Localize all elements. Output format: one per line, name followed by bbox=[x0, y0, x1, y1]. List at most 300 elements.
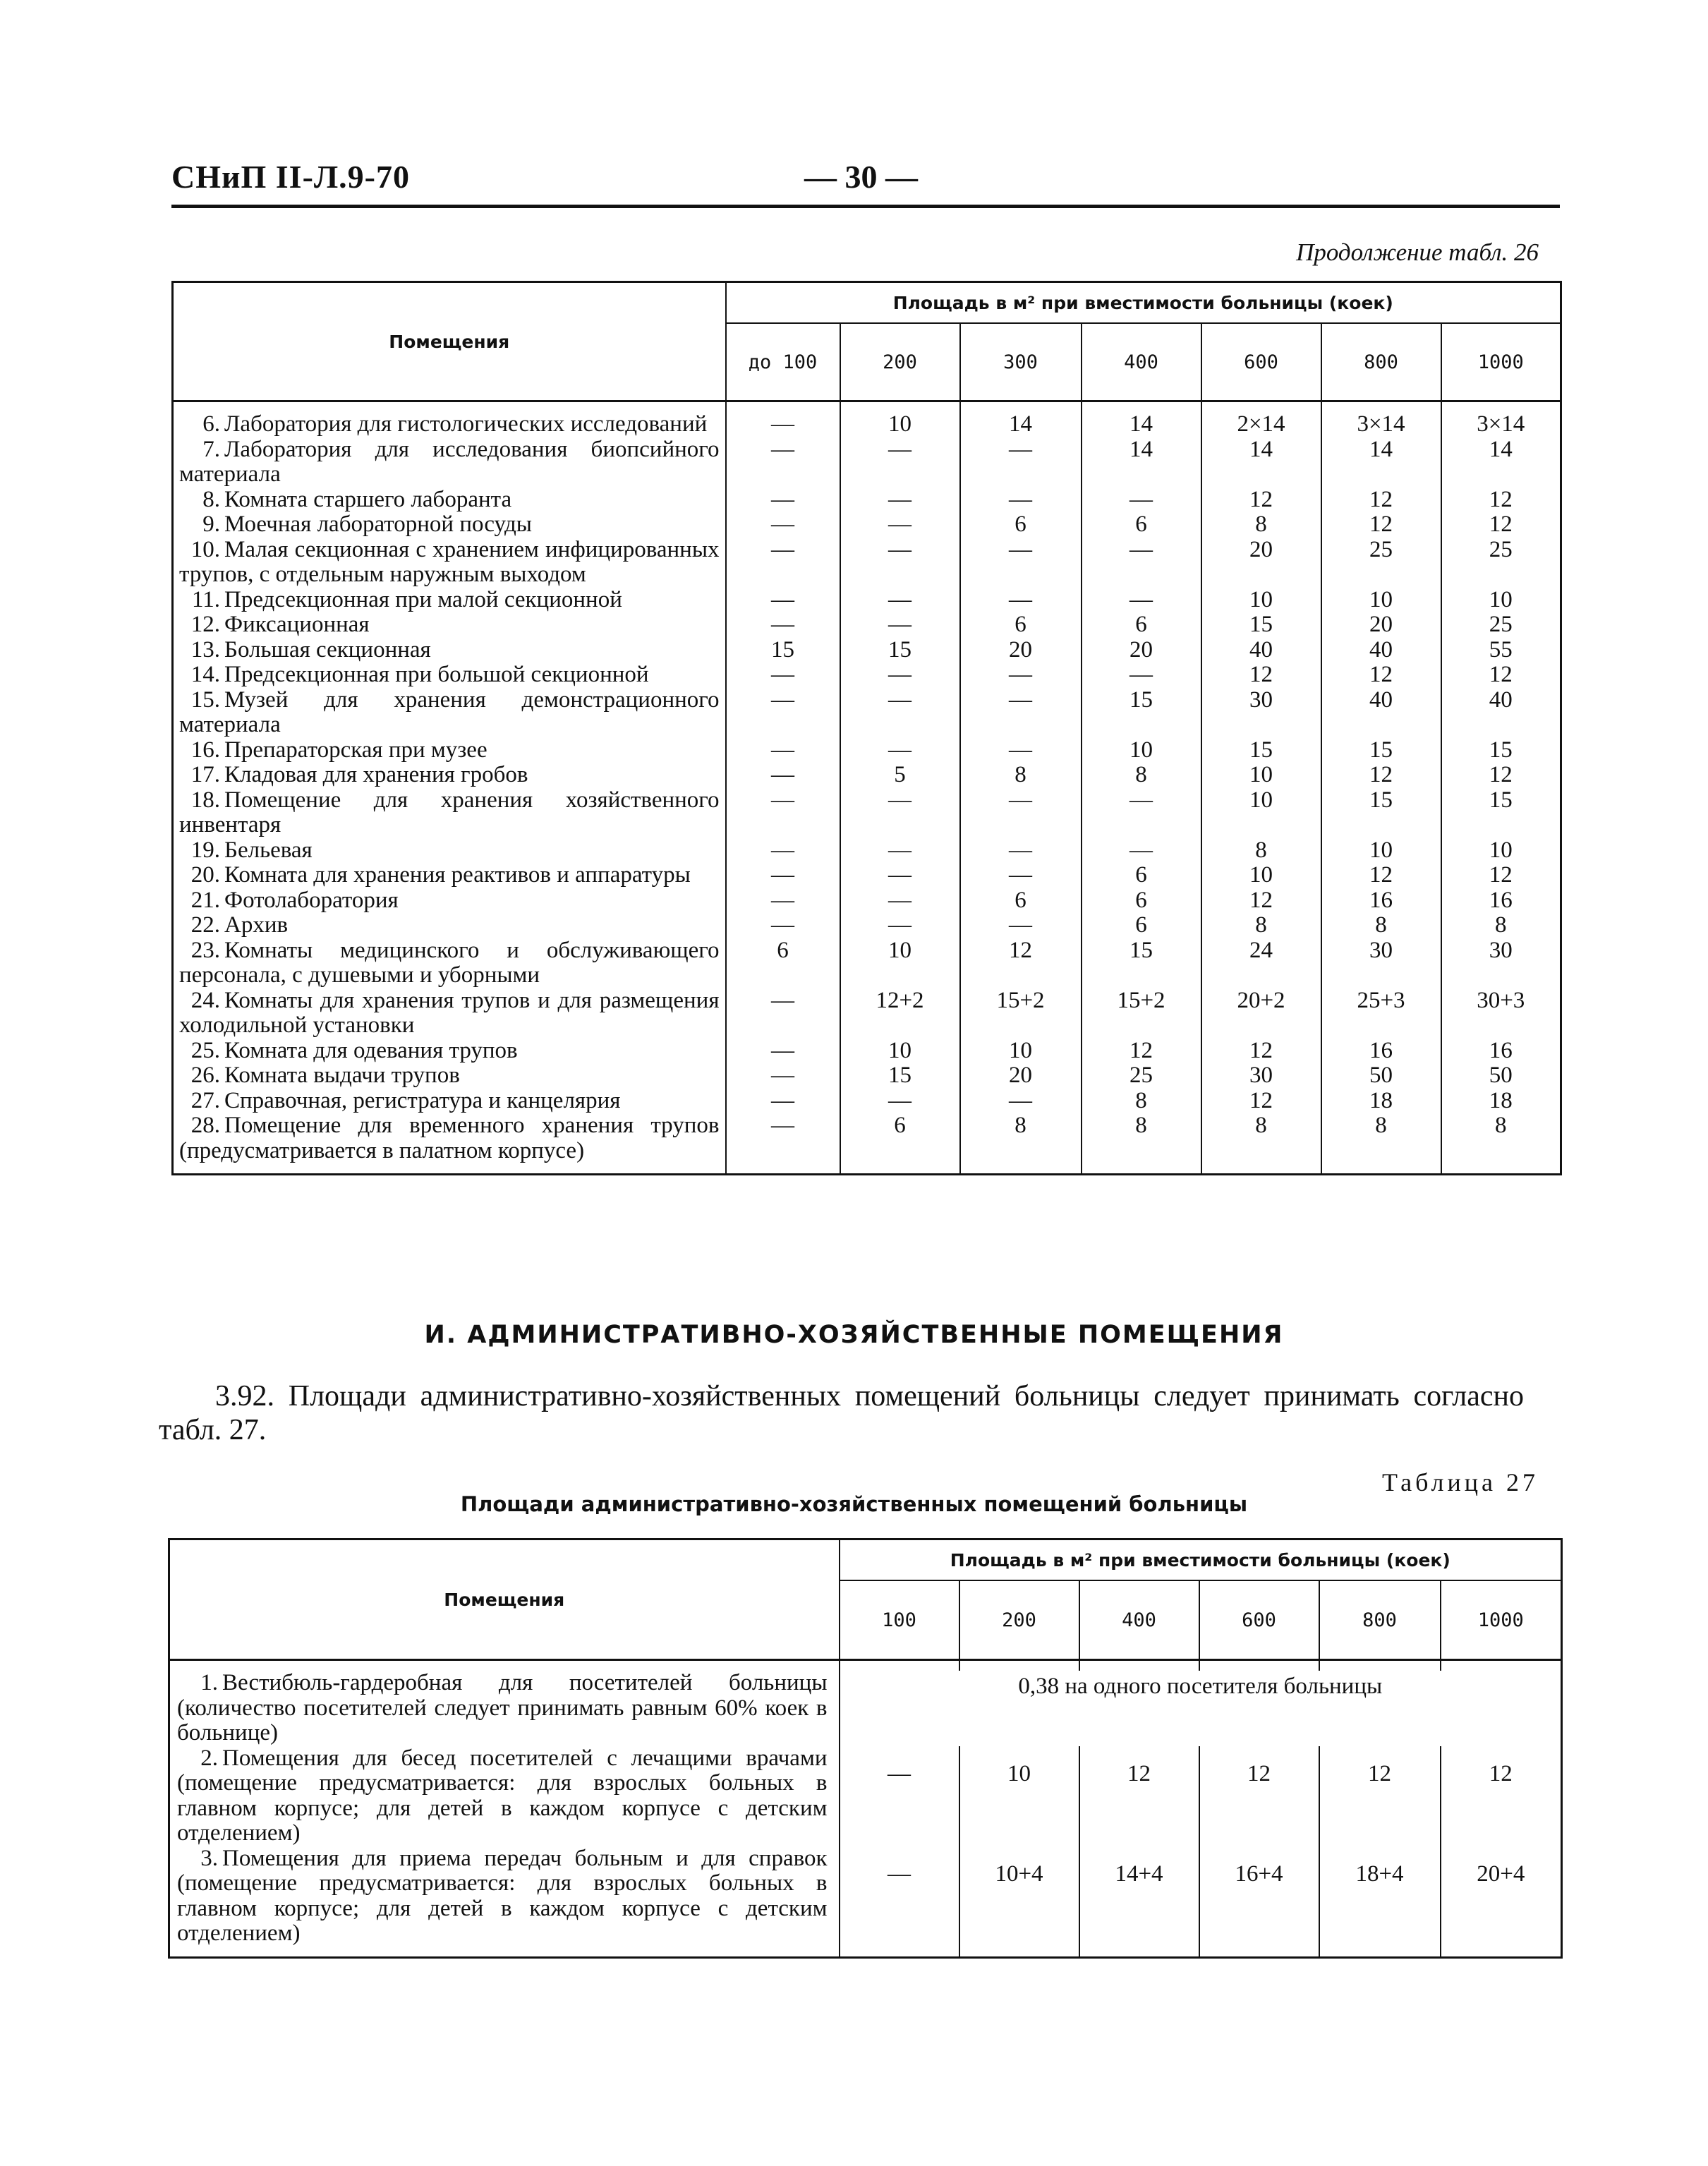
area-value: 12 bbox=[1441, 512, 1561, 538]
room-name-cell bbox=[173, 1039, 726, 1064]
area-value: — bbox=[960, 913, 1082, 938]
area-value: — bbox=[840, 588, 960, 613]
area-value: — bbox=[840, 688, 960, 738]
area-value: — bbox=[840, 788, 960, 838]
table-row bbox=[173, 488, 1561, 513]
area-value: — bbox=[1082, 788, 1201, 838]
room-name: Помещение для хранения хозяйственного инвентаря bbox=[179, 787, 720, 837]
area-value: 6 bbox=[726, 938, 840, 988]
area-value: 10 bbox=[1201, 863, 1321, 888]
area-value: 6 bbox=[960, 888, 1082, 914]
area-value: — bbox=[960, 588, 1082, 613]
area-value: 10 bbox=[1201, 788, 1321, 838]
area-value: — bbox=[840, 437, 960, 488]
area-value: 40 bbox=[1441, 688, 1561, 738]
capacity-header: 600 bbox=[1201, 323, 1321, 401]
area-value: 12 bbox=[1441, 662, 1561, 688]
area-value: 20 bbox=[1082, 638, 1201, 663]
area-value: — bbox=[726, 512, 840, 538]
room-name-cell bbox=[173, 588, 726, 613]
table-row bbox=[173, 913, 1561, 938]
area-value: 10 bbox=[840, 412, 960, 437]
capacity-header: 1000 bbox=[1441, 1580, 1562, 1660]
room-name: Большая секционная bbox=[224, 636, 431, 662]
area-value: — bbox=[726, 1063, 840, 1089]
area-value: 14 bbox=[1321, 437, 1441, 488]
area-value: — bbox=[726, 838, 840, 864]
room-name-cell bbox=[169, 1846, 840, 1947]
table-27-title: Площади административно-хозяйственных помещений больницы bbox=[460, 1492, 1248, 1516]
area-value: 14 bbox=[1201, 437, 1321, 488]
capacity-header: 200 bbox=[959, 1580, 1079, 1660]
area-value: — bbox=[960, 538, 1082, 588]
row-number: 21. bbox=[190, 887, 220, 913]
area-value: 20 bbox=[1321, 612, 1441, 638]
row-number: 22. bbox=[190, 912, 220, 938]
room-name-cell bbox=[173, 1113, 726, 1163]
area-value: 16 bbox=[1441, 1039, 1561, 1064]
room-name-cell bbox=[173, 662, 726, 688]
area-value: 8 bbox=[1441, 1113, 1561, 1163]
area-value: 8 bbox=[960, 1113, 1082, 1163]
area-value: — bbox=[840, 1846, 959, 1947]
area-value: 15 bbox=[1441, 788, 1561, 838]
area-value: — bbox=[726, 863, 840, 888]
area-value: — bbox=[726, 412, 840, 437]
room-name-cell bbox=[173, 863, 726, 888]
room-name: Лаборатория для исследования биопсийного материала bbox=[179, 436, 720, 487]
room-name-cell bbox=[173, 938, 726, 988]
area-value: — bbox=[840, 512, 960, 538]
area-value: 10 bbox=[959, 1746, 1079, 1846]
room-name-cell bbox=[173, 437, 726, 488]
room-name: Фиксационная bbox=[224, 612, 370, 637]
row-number: 7. bbox=[202, 436, 220, 462]
area-value: 8 bbox=[1082, 763, 1201, 788]
capacity-header: до 100 bbox=[726, 323, 840, 401]
area-value: 15+2 bbox=[960, 988, 1082, 1039]
area-value: 25 bbox=[1441, 538, 1561, 588]
room-name-cell bbox=[173, 688, 726, 738]
area-value: — bbox=[840, 538, 960, 588]
room-name-cell bbox=[173, 913, 726, 938]
row-number: 26. bbox=[190, 1063, 220, 1088]
area-value: 8 bbox=[1201, 512, 1321, 538]
room-name-cell bbox=[173, 1089, 726, 1114]
area-value: 6 bbox=[1082, 612, 1201, 638]
room-name-cell bbox=[173, 788, 726, 838]
table-row bbox=[173, 412, 1561, 437]
area-value: 12 bbox=[1201, 1039, 1321, 1064]
area-value: 15 bbox=[726, 638, 840, 663]
room-name-cell bbox=[173, 888, 726, 914]
row-number: 8. bbox=[202, 486, 220, 512]
area-value: 15 bbox=[1321, 738, 1441, 763]
area-value: — bbox=[1082, 662, 1201, 688]
area-value: 40 bbox=[1321, 638, 1441, 663]
table-row bbox=[173, 763, 1561, 788]
group-header-area: Площадь в м² при вместимости больницы (коек) bbox=[726, 282, 1561, 324]
area-value: 8 bbox=[1201, 1113, 1321, 1163]
area-value: 3×14 bbox=[1441, 412, 1561, 437]
area-value: 12 bbox=[1321, 863, 1441, 888]
area-value: 8 bbox=[960, 763, 1082, 788]
area-value: 12+2 bbox=[840, 988, 960, 1039]
group-header-area-27: Площадь в м² при вместимости больницы (коек) bbox=[840, 1539, 1562, 1581]
area-value: 16 bbox=[1321, 888, 1441, 914]
room-name: Архив bbox=[224, 912, 289, 938]
table-row bbox=[173, 1089, 1561, 1114]
area-value: — bbox=[960, 838, 1082, 864]
area-value: 12 bbox=[1201, 1089, 1321, 1114]
area-value: 18+4 bbox=[1319, 1846, 1441, 1947]
table-row bbox=[173, 662, 1561, 688]
room-name: Комнаты медицинского и обслуживающего персонала, с душевыми и уборными bbox=[179, 937, 720, 988]
page-number: — 30 — bbox=[804, 159, 918, 195]
area-value: 12 bbox=[1199, 1746, 1319, 1846]
area-value: — bbox=[726, 1089, 840, 1114]
area-value: 30 bbox=[1441, 938, 1561, 988]
area-value: 12 bbox=[1201, 488, 1321, 513]
area-value: 15 bbox=[840, 1063, 960, 1089]
row-number: 12. bbox=[190, 612, 220, 637]
room-name-cell bbox=[169, 1746, 840, 1846]
table-row bbox=[169, 1746, 1562, 1846]
row-number: 9. bbox=[202, 512, 220, 537]
area-value: 10 bbox=[960, 1039, 1082, 1064]
area-value: 50 bbox=[1441, 1063, 1561, 1089]
table-27 bbox=[168, 1538, 1563, 1959]
area-value: 20 bbox=[1201, 538, 1321, 588]
room-name: Помещения для бесед посетителей с лечащими врачами (помещение предусматривается: для взрослых больных в главном корпусе; для детей в каждом корпусе с детским отделением) bbox=[177, 1745, 828, 1846]
row-number: 25. bbox=[190, 1037, 220, 1063]
area-value: 20+4 bbox=[1441, 1846, 1562, 1947]
area-value: — bbox=[840, 1746, 959, 1846]
room-name-cell bbox=[173, 838, 726, 864]
room-name: Лаборатория для гистологических исследований bbox=[224, 411, 708, 437]
capacity-header: 100 bbox=[840, 1580, 959, 1660]
area-value: 15 bbox=[1441, 738, 1561, 763]
capacity-header: 400 bbox=[1082, 323, 1201, 401]
room-name: Помещения для приема передач больным и для справок (помещение предусматривается: для взрослых больных в главном корпусе; для детей в каждом корпусе с детским отделением) bbox=[177, 1845, 828, 1946]
table-27-label: Таблица 27 bbox=[1382, 1468, 1539, 1496]
area-value: 30 bbox=[1201, 688, 1321, 738]
row-number: 28. bbox=[190, 1113, 220, 1138]
table-row bbox=[173, 638, 1561, 663]
area-value: 55 bbox=[1441, 638, 1561, 663]
row-number: 2. bbox=[200, 1745, 218, 1771]
capacity-header: 400 bbox=[1079, 1580, 1199, 1660]
row-number: 10. bbox=[190, 536, 220, 562]
area-value: 30 bbox=[1321, 938, 1441, 988]
room-name: Комната старшего лаборанта bbox=[224, 486, 512, 512]
row-number: 13. bbox=[190, 636, 220, 662]
table-row bbox=[173, 688, 1561, 738]
area-value: 8 bbox=[1441, 913, 1561, 938]
capacity-header: 300 bbox=[960, 323, 1082, 401]
area-value: 24 bbox=[1201, 938, 1321, 988]
area-value: 15 bbox=[1201, 612, 1321, 638]
area-value: — bbox=[1082, 838, 1201, 864]
area-value: 6 bbox=[960, 512, 1082, 538]
room-name: Предсекционная при большой секционной bbox=[224, 662, 649, 687]
table-row bbox=[173, 1039, 1561, 1064]
area-value: 10 bbox=[1201, 588, 1321, 613]
area-value: — bbox=[960, 738, 1082, 763]
row-number: 24. bbox=[190, 987, 220, 1013]
area-value: 12 bbox=[1321, 512, 1441, 538]
table-row bbox=[173, 888, 1561, 914]
area-value: — bbox=[840, 863, 960, 888]
area-value: — bbox=[726, 662, 840, 688]
room-name-cell bbox=[173, 412, 726, 437]
area-value: — bbox=[960, 1089, 1082, 1114]
area-value: — bbox=[840, 913, 960, 938]
area-value: — bbox=[726, 763, 840, 788]
room-name: Малая секционная с хранением инфицированных трупов, с отдельным наружным выходом bbox=[179, 536, 720, 587]
room-name-cell bbox=[173, 738, 726, 763]
room-name: Предсекционная при малой секционной bbox=[224, 586, 622, 612]
area-value: 14 bbox=[960, 412, 1082, 437]
table-row bbox=[173, 1063, 1561, 1089]
area-value: 6 bbox=[1082, 913, 1201, 938]
document-code: СНиП II-Л.9-70 bbox=[171, 159, 410, 195]
area-value: 12 bbox=[1441, 863, 1561, 888]
area-value: — bbox=[1082, 488, 1201, 513]
room-name-cell bbox=[173, 988, 726, 1039]
area-value: — bbox=[726, 788, 840, 838]
area-value: 10 bbox=[840, 938, 960, 988]
area-value: — bbox=[726, 538, 840, 588]
area-value: 10 bbox=[1201, 763, 1321, 788]
area-value: 40 bbox=[1201, 638, 1321, 663]
area-value: 3×14 bbox=[1321, 412, 1441, 437]
area-value: — bbox=[726, 437, 840, 488]
room-name: Кладовая для хранения гробов bbox=[224, 762, 528, 787]
room-name: Комната для хранения реактивов и аппаратуры bbox=[224, 862, 691, 888]
table-row bbox=[173, 738, 1561, 763]
area-value: 10 bbox=[840, 1039, 960, 1064]
room-name-cell bbox=[173, 488, 726, 513]
room-name: Помещение для временного хранения трупов (предусматривается в палатном корпусе) bbox=[179, 1113, 720, 1163]
area-value: 8 bbox=[1082, 1089, 1201, 1114]
area-value: — bbox=[726, 888, 840, 914]
row-number: 23. bbox=[190, 937, 220, 963]
table-row bbox=[173, 788, 1561, 838]
area-value: — bbox=[960, 488, 1082, 513]
table-row bbox=[169, 1671, 1562, 1746]
area-value: 20+2 bbox=[1201, 988, 1321, 1039]
area-value: 12 bbox=[1079, 1746, 1199, 1846]
area-value: 12 bbox=[1321, 763, 1441, 788]
row-number: 17. bbox=[190, 762, 220, 787]
area-value: 12 bbox=[1319, 1746, 1441, 1846]
area-value: — bbox=[726, 913, 840, 938]
table-row bbox=[173, 612, 1561, 638]
area-value: 12 bbox=[1441, 763, 1561, 788]
table-row bbox=[173, 988, 1561, 1039]
area-value: — bbox=[726, 588, 840, 613]
area-value: 8 bbox=[1201, 838, 1321, 864]
area-value: 12 bbox=[1441, 1746, 1562, 1846]
area-value: — bbox=[726, 988, 840, 1039]
area-value: — bbox=[840, 838, 960, 864]
area-value: 30 bbox=[1201, 1063, 1321, 1089]
room-name-cell bbox=[173, 763, 726, 788]
header-rule bbox=[171, 205, 1560, 208]
area-value: 2×14 bbox=[1201, 412, 1321, 437]
area-value: — bbox=[960, 688, 1082, 738]
row-number: 6. bbox=[202, 411, 220, 437]
area-value: 25 bbox=[1082, 1063, 1201, 1089]
room-name-cell bbox=[173, 638, 726, 663]
room-name-cell bbox=[173, 512, 726, 538]
area-value: — bbox=[840, 612, 960, 638]
room-name: Музей для хранения демонстрационного материала bbox=[179, 686, 720, 737]
area-value: — bbox=[960, 863, 1082, 888]
row-number: 1. bbox=[200, 1670, 218, 1695]
area-value: 16 bbox=[1441, 888, 1561, 914]
area-value: 6 bbox=[960, 612, 1082, 638]
paragraph-3-92: 3.92. Площади административно-хозяйственных помещений больницы следует принимать согласно табл. 27. bbox=[159, 1380, 1524, 1446]
table-row bbox=[173, 1113, 1561, 1163]
room-name: Справочная, регистратура и канцелярия bbox=[224, 1087, 621, 1113]
area-value: 20 bbox=[960, 1063, 1082, 1089]
table-row bbox=[173, 588, 1561, 613]
area-value: 14 bbox=[1082, 437, 1201, 488]
capacity-header: 1000 bbox=[1441, 323, 1561, 401]
area-value: 16+4 bbox=[1199, 1846, 1319, 1947]
area-value: 12 bbox=[1441, 488, 1561, 513]
room-name: Фотолаборатория bbox=[224, 887, 399, 913]
row-number: 3. bbox=[200, 1845, 218, 1871]
area-value: 25+3 bbox=[1321, 988, 1441, 1039]
area-value: 12 bbox=[1201, 662, 1321, 688]
area-value: 18 bbox=[1321, 1089, 1441, 1114]
row-number: 19. bbox=[190, 837, 220, 863]
room-name-cell bbox=[173, 1063, 726, 1089]
table-row bbox=[169, 1846, 1562, 1947]
room-name: Комнаты для хранения трупов и для размещения холодильной установки bbox=[179, 987, 720, 1038]
area-value: 10 bbox=[1082, 738, 1201, 763]
area-value: — bbox=[726, 1039, 840, 1064]
area-value: 16 bbox=[1321, 1039, 1441, 1064]
area-value: 15 bbox=[1201, 738, 1321, 763]
table-row bbox=[173, 838, 1561, 864]
area-value: 10 bbox=[1441, 588, 1561, 613]
capacity-header: 600 bbox=[1199, 1580, 1319, 1660]
area-value: — bbox=[840, 888, 960, 914]
room-name: Моечная лабораторной посуды bbox=[224, 512, 532, 537]
area-value: 12 bbox=[1082, 1039, 1201, 1064]
area-value: 25 bbox=[1321, 538, 1441, 588]
room-name: Комната для одевания трупов bbox=[224, 1037, 518, 1063]
row-number: 20. bbox=[190, 862, 220, 888]
area-value: 6 bbox=[840, 1113, 960, 1163]
area-value: 12 bbox=[1201, 888, 1321, 914]
area-value: 10 bbox=[1321, 838, 1441, 864]
merged-area-value: 0,38 на одного посетителя больницы bbox=[840, 1671, 1562, 1746]
table-row bbox=[173, 538, 1561, 588]
area-value: 12 bbox=[1321, 488, 1441, 513]
area-value: 15 bbox=[840, 638, 960, 663]
area-value: 15 bbox=[1321, 788, 1441, 838]
area-value: 12 bbox=[1321, 662, 1441, 688]
area-value: — bbox=[726, 612, 840, 638]
col-header-rooms-27: Помещения bbox=[169, 1539, 840, 1660]
area-value: — bbox=[1082, 588, 1201, 613]
area-value: — bbox=[726, 488, 840, 513]
area-value: — bbox=[840, 662, 960, 688]
area-value: 14 bbox=[1441, 437, 1561, 488]
area-value: — bbox=[840, 1089, 960, 1114]
capacity-header: 200 bbox=[840, 323, 960, 401]
area-value: — bbox=[960, 662, 1082, 688]
area-value: 18 bbox=[1441, 1089, 1561, 1114]
area-value: — bbox=[1082, 538, 1201, 588]
row-number: 14. bbox=[190, 662, 220, 687]
row-number: 15. bbox=[190, 686, 220, 713]
room-name-cell bbox=[173, 612, 726, 638]
area-value: 8 bbox=[1082, 1113, 1201, 1163]
area-value: 15 bbox=[1082, 938, 1201, 988]
area-value: — bbox=[840, 738, 960, 763]
area-value: 10 bbox=[1441, 838, 1561, 864]
area-value: 8 bbox=[1321, 913, 1441, 938]
room-name-cell bbox=[173, 538, 726, 588]
row-number: 16. bbox=[190, 737, 220, 763]
area-value: 6 bbox=[1082, 512, 1201, 538]
area-value: 14+4 bbox=[1079, 1846, 1199, 1947]
area-value: — bbox=[726, 738, 840, 763]
section-heading: И. АДМИНИСТРАТИВНО-ХОЗЯЙСТВЕННЫЕ ПОМЕЩЕНИЯ bbox=[424, 1321, 1284, 1349]
table-26 bbox=[171, 281, 1562, 1175]
area-value: 8 bbox=[1201, 913, 1321, 938]
row-number: 18. bbox=[190, 787, 220, 813]
area-value: 40 bbox=[1321, 688, 1441, 738]
table-row bbox=[173, 512, 1561, 538]
capacity-header: 800 bbox=[1319, 1580, 1441, 1660]
area-value: 8 bbox=[1321, 1113, 1441, 1163]
area-value: 20 bbox=[960, 638, 1082, 663]
area-value: 50 bbox=[1321, 1063, 1441, 1089]
area-value: — bbox=[960, 788, 1082, 838]
room-name: Комната выдачи трупов bbox=[224, 1063, 460, 1088]
area-value: 14 bbox=[1082, 412, 1201, 437]
area-value: — bbox=[840, 488, 960, 513]
capacity-header: 800 bbox=[1321, 323, 1441, 401]
table-row bbox=[173, 863, 1561, 888]
area-value: 10 bbox=[1321, 588, 1441, 613]
area-value: 5 bbox=[840, 763, 960, 788]
area-value: 25 bbox=[1441, 612, 1561, 638]
room-name-cell bbox=[169, 1671, 840, 1746]
room-name: Вестибюль-гардеробная для посетителей больницы (количество посетителей следует принимать равным 60% коек в больнице) bbox=[177, 1670, 828, 1745]
area-value: 12 bbox=[960, 938, 1082, 988]
area-value: 15+2 bbox=[1082, 988, 1201, 1039]
room-name: Бельевая bbox=[224, 837, 313, 863]
area-value: — bbox=[960, 437, 1082, 488]
room-name: Препараторская при музее bbox=[224, 737, 487, 763]
area-value: 30+3 bbox=[1441, 988, 1561, 1039]
table-row bbox=[173, 938, 1561, 988]
row-number: 27. bbox=[190, 1087, 220, 1113]
area-value: 6 bbox=[1082, 863, 1201, 888]
table-row bbox=[173, 437, 1561, 488]
area-value: — bbox=[726, 688, 840, 738]
col-header-rooms: Помещения bbox=[173, 282, 726, 401]
row-number: 11. bbox=[191, 586, 220, 612]
